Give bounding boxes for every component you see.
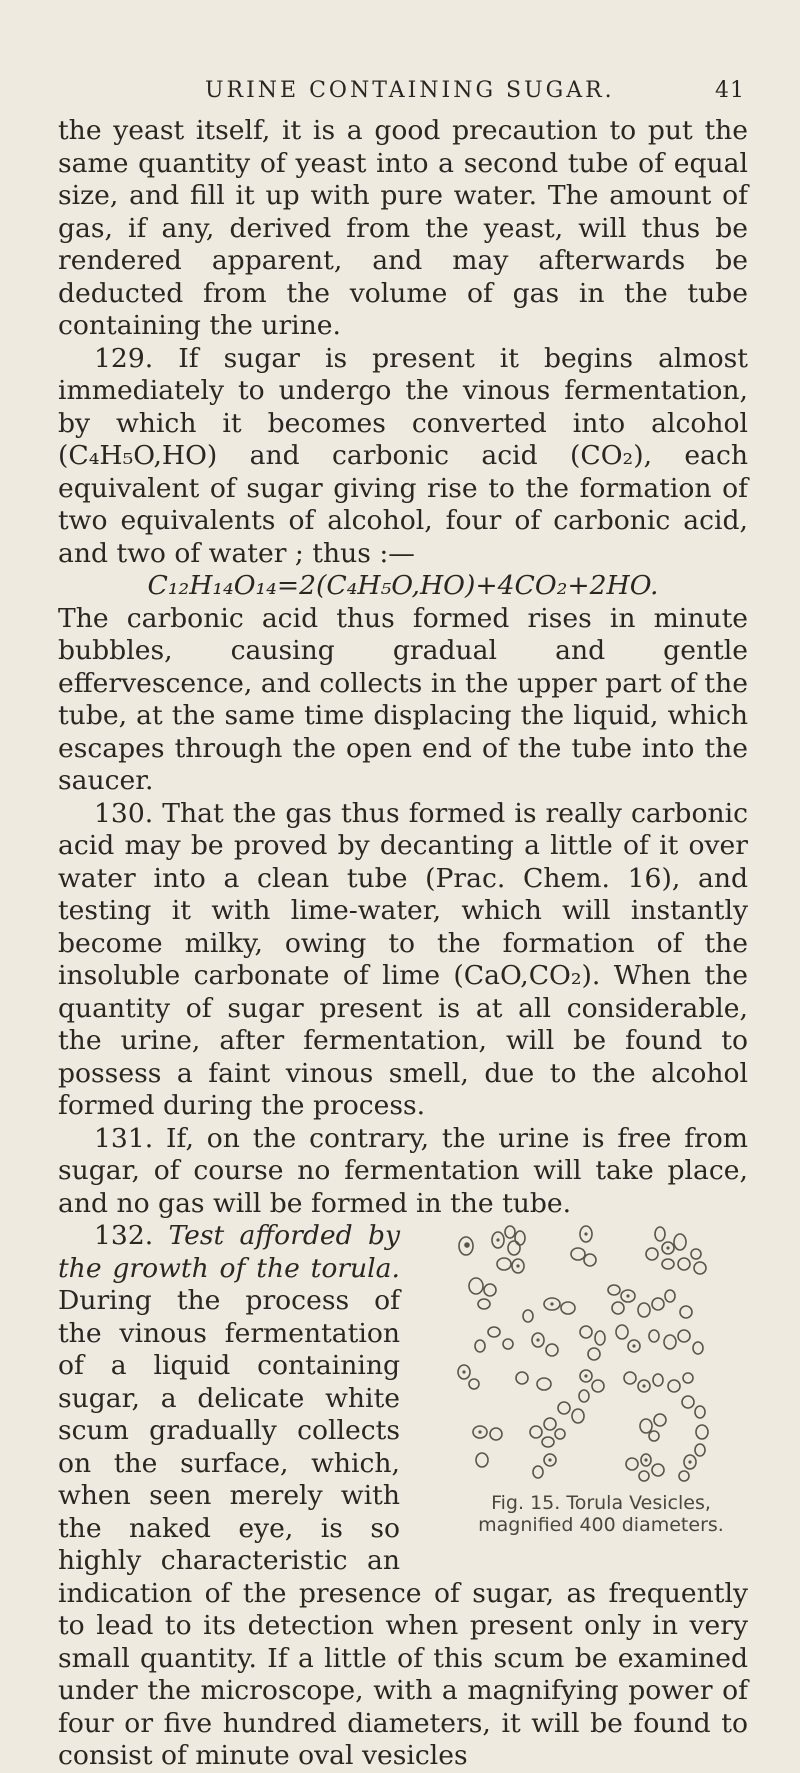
paragraph-130: 130. That the gas thus formed is really carbonic acid may be proved by decanting a little of it over water into a clean tube (Prac. Chem. 16), and testing it with lime-water, which will instantly become milky, owing to the formation of the insoluble carbonate of lime (CaO,CO₂). When the quantity of sugar present is at all considerable, the urine, after fermentation, will be found to possess a faint vinous smell, due to the alcohol formed during the process. [58, 797, 748, 1121]
section-heading-torula-test: Test afforded by the growth of the torula. [58, 1220, 401, 1284]
section-number-132: 132. [94, 1220, 169, 1251]
body-text [58, 115, 748, 1773]
paragraph-continuation: the yeast itself, it is a good precaution to put the same quantity of yeast into a second tube of equal size, and fill it up with pure water. The amount of gas, if any, derived from the yeast, will thus be rendered apparent, and may afterwards be deducted from the volume of gas in the tube containing the urine. [58, 115, 748, 341]
paragraph-carbonic-acid: The carbonic acid thus formed rises in minute bubbles, causing gradual and gentle effervescence, and collects in the upper part of the tube, at the same time displacing the liquid, which escapes through the open end of the tube into the saucer. [58, 602, 748, 796]
paragraph-131: 131. If, on the contrary, the urine is free from sugar, of course no fermentation will take place, and no gas will be formed in the tube. [58, 1122, 748, 1219]
page-number: 41 [715, 78, 745, 103]
caption-line-2: magnified 400 diameters. [478, 1514, 724, 1536]
figure-caption [418, 1492, 748, 1536]
figure-torula [418, 1220, 748, 1565]
torula-vesicles-illustration [418, 1220, 748, 1490]
fermentation-formula: C₁₂H₁₄O₁₄=2(C₄H₅O,HO)+4CO₂+2HO. [147, 570, 659, 601]
paragraph-132 [58, 1220, 748, 1773]
caption-line-1: Fig. 15. Torula Vesicles, [491, 1492, 711, 1514]
paragraph-132-text: During the process of the vinous fermentation of a liquid containing sugar, a delicate white scum gradually collects on the surface, which, when seen merely with the naked eye, is so highly characteristic an indication of the presence of sugar, as frequently to lead to its detection when present only in very small quantity. If a little of this scum be examined under the microscope, with a magnifying power of four or five hundred diameters, it will be found to consist of minute oval vesicles [58, 1285, 748, 1771]
paragraph-129: 129. If sugar is present it begins almost immediately to undergo the vinous fermentation, by which it becomes converted into alcohol (C₄H₅O,HO) and carbonic acid (CO₂), each equivalent of sugar giving rise to the formation of two equivalents of alcohol, four of carbonic acid, and two of water ; thus :— [58, 342, 748, 569]
running-title: URINE CONTAINING SUGAR. [205, 78, 615, 103]
